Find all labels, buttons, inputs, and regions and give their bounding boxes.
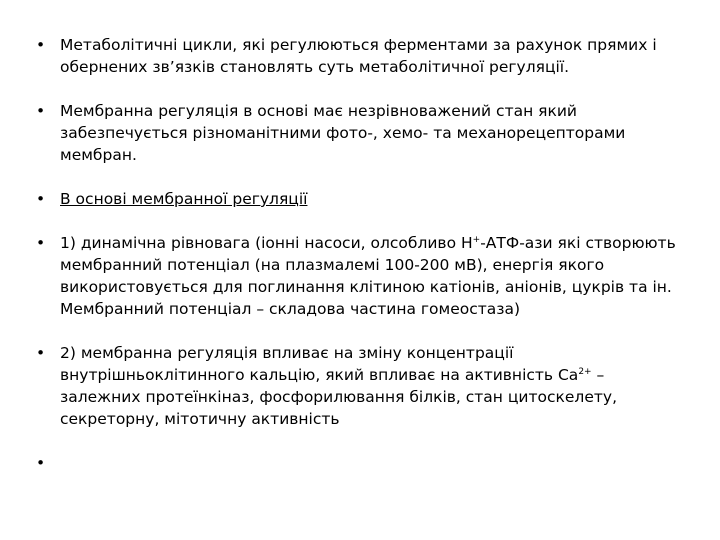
superscript-2plus: 2+ xyxy=(578,367,592,377)
bullet-text: Метаболітичні цикли, які регулюються ферментами за рахунок прямих і обернених зв’язків становлять суть метаболітичної регуляції. xyxy=(60,36,657,76)
bullet-text-part1: 2) мембранна регуляція впливає на зміну концентрації внутрішньоклітинного кальцію, який впливає на активність Са xyxy=(60,344,579,384)
bullet-item-5 xyxy=(36,342,686,430)
bullet-list xyxy=(36,34,686,474)
bullet-text-part1: 1) динамічна рівновага (іонні насоси, олсобливо Н xyxy=(60,234,473,252)
bullet-dot-icon: • xyxy=(36,454,46,472)
bullet-item-6-empty xyxy=(36,452,686,474)
bullet-item-1 xyxy=(36,34,686,78)
bullet-dot-icon: • xyxy=(36,36,46,54)
bullet-item-3 xyxy=(36,188,686,210)
bullet-text: Мембранна регуляція в основі має незрівноважений стан який забезпечується різноманітними фото-, хемо- та механорецепторами мембран. xyxy=(60,102,626,164)
bullet-text-part2: -АТФ-ази які створюють мембранний потенціал (на плазмалемі 100-200 мВ), енергія якого використовується для поглинання клітиною катіонів, аніонів, цукрів та ін. Мембранний потенціал – складова частина гомеостаза) xyxy=(60,234,676,318)
bullet-item-2 xyxy=(36,100,686,166)
bullet-item-4 xyxy=(36,232,686,320)
bullet-dot-icon: • xyxy=(36,344,46,362)
bullet-text-part2: – залежних протеїнкіназ, фосфорилювання білків, стан цитоскелету, секреторну, мітотичну активність xyxy=(60,366,617,428)
bullet-dot-icon: • xyxy=(36,234,46,252)
bullet-dot-icon: • xyxy=(36,190,46,208)
bullet-text-underlined: В основі мембранної регуляції xyxy=(60,190,308,208)
superscript-plus: + xyxy=(472,235,481,245)
bullet-dot-icon: • xyxy=(36,102,46,120)
